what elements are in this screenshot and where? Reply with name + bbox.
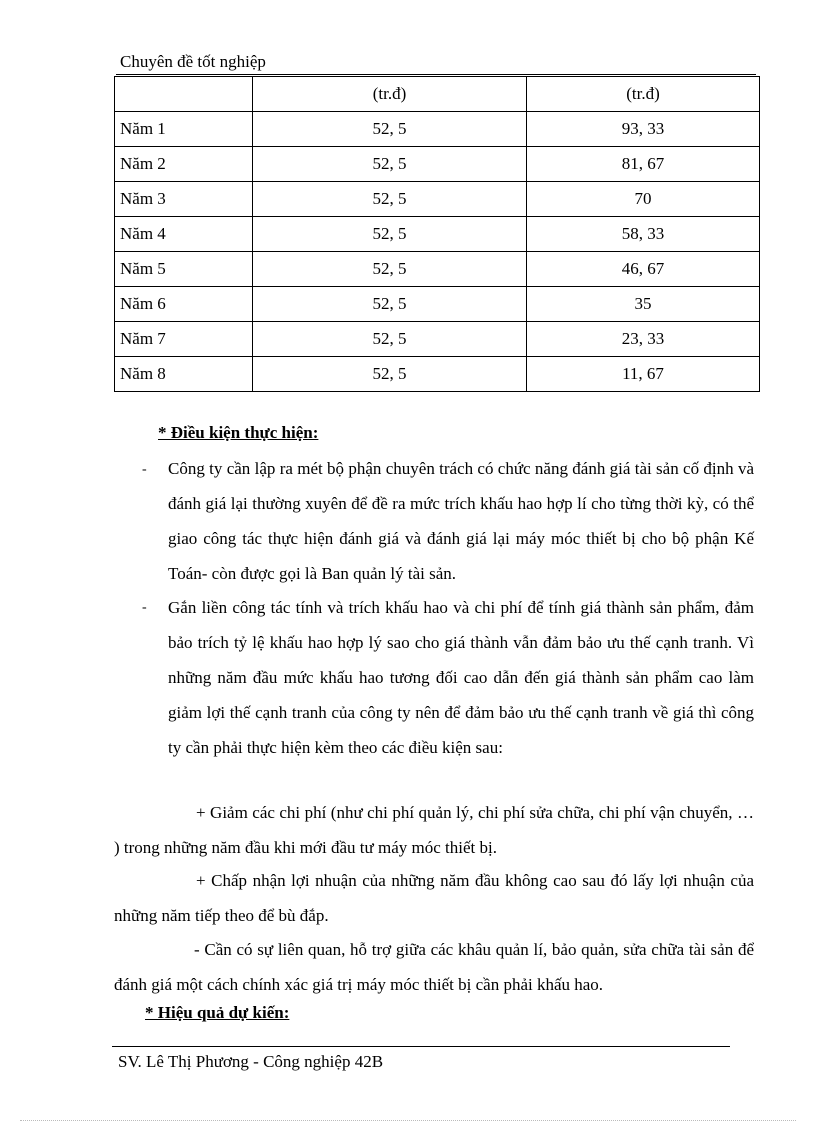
table-row [115,217,760,252]
page-bottom-border [20,1120,796,1121]
table-row [115,182,760,217]
table-cell: Năm 2 [115,147,253,182]
section-heading-expected-results: * Hiệu quả dự kiến: [145,1003,290,1022]
table-cell: Năm 7 [115,322,253,357]
bullet-paragraph-1: Công ty cần lập ra mét bộ phận chuyên trách có chức năng đánh giá tài sản cố định và đánh giá lại thường xuyên để đề ra mức trích khấu hao hợp lí cho từng thời kỳ, có thể giao công tác thực hiện đánh giá và đánh giá lại máy móc thiết bị cho bộ phận Kế Toán- còn được gọi là Ban quản lý tài sản. [168,459,754,583]
table-header-cell: (tr.đ) [253,77,527,112]
table-cell: 70 [527,182,760,217]
table-cell: 52, 5 [253,252,527,287]
depreciation-table-body [115,77,760,392]
table-row [115,147,760,182]
footer-text: SV. Lê Thị Phương - Công nghiệp 42B [118,1052,384,1071]
table-cell: Năm 5 [115,252,253,287]
table-row [115,287,760,322]
table-row [115,357,760,392]
table-row [115,112,760,147]
table-cell: 52, 5 [253,112,527,147]
table-cell: Năm 6 [115,287,253,322]
sub-paragraph-reduce-costs: + Giảm các chi phí (như chi phí quản lý, chi phí sửa chữa, chi phí vận chuyển, … ) trong những năm đầu khi mới đầu tư máy móc thiết bị. [114,803,754,857]
table-cell: 81, 67 [527,147,760,182]
sub-paragraph-coordination: - Cần có sự liên quan, hỗ trợ giữa các khâu quản lí, bảo quản, sửa chữa tài sản để đánh giá một cách chính xác giá trị máy móc thiết bị cần phải khấu hao. [114,940,754,994]
bullet-marker: - [142,462,147,477]
table-header-row [115,77,760,112]
table-cell: 11, 67 [527,357,760,392]
table-cell: 58, 33 [527,217,760,252]
depreciation-table [114,76,760,392]
table-cell: 93, 33 [527,112,760,147]
table-cell: Năm 3 [115,182,253,217]
bullet-marker: - [142,600,147,615]
table-row [115,252,760,287]
table-cell: 52, 5 [253,147,527,182]
table-cell: 52, 5 [253,322,527,357]
table-cell: Năm 4 [115,217,253,252]
table-cell: 46, 67 [527,252,760,287]
table-cell: Năm 8 [115,357,253,392]
table-row [115,322,760,357]
footer-rule [112,1046,730,1047]
section-heading-conditions: * Điều kiện thực hiện: [158,423,319,442]
table-header-cell: (tr.đ) [527,77,760,112]
page-header-title: Chuyên đề tốt nghiệp [120,52,266,71]
sub-paragraph-accept-profit: + Chấp nhận lợi nhuận của những năm đầu không cao sau đó lấy lợi nhuận của những năm tiếp theo để bù đắp. [114,871,754,925]
table-header-cell [115,77,253,112]
table-cell: 35 [527,287,760,322]
table-cell: 52, 5 [253,357,527,392]
header-rule [116,74,756,75]
table-cell: 52, 5 [253,217,527,252]
table-cell: Năm 1 [115,112,253,147]
bullet-paragraph-2: Gắn liền công tác tính và trích khấu hao và chi phí để tính giá thành sản phẩm, đảm bảo trích tỷ lệ khấu hao hợp lý sao cho giá thành vẫn đảm bảo ưu thế cạnh tranh. Vì những năm đầu mức khấu hao tương đối cao dẫn đến giá thành sản phẩm cao làm giảm lợi thế cạnh tranh của công ty nên để đảm bảo ưu thế cạnh tranh về giá thì công ty cần phải thực hiện kèm theo các điều kiện sau: [168,598,754,757]
table-cell: 52, 5 [253,182,527,217]
table-cell: 52, 5 [253,287,527,322]
table-cell: 23, 33 [527,322,760,357]
